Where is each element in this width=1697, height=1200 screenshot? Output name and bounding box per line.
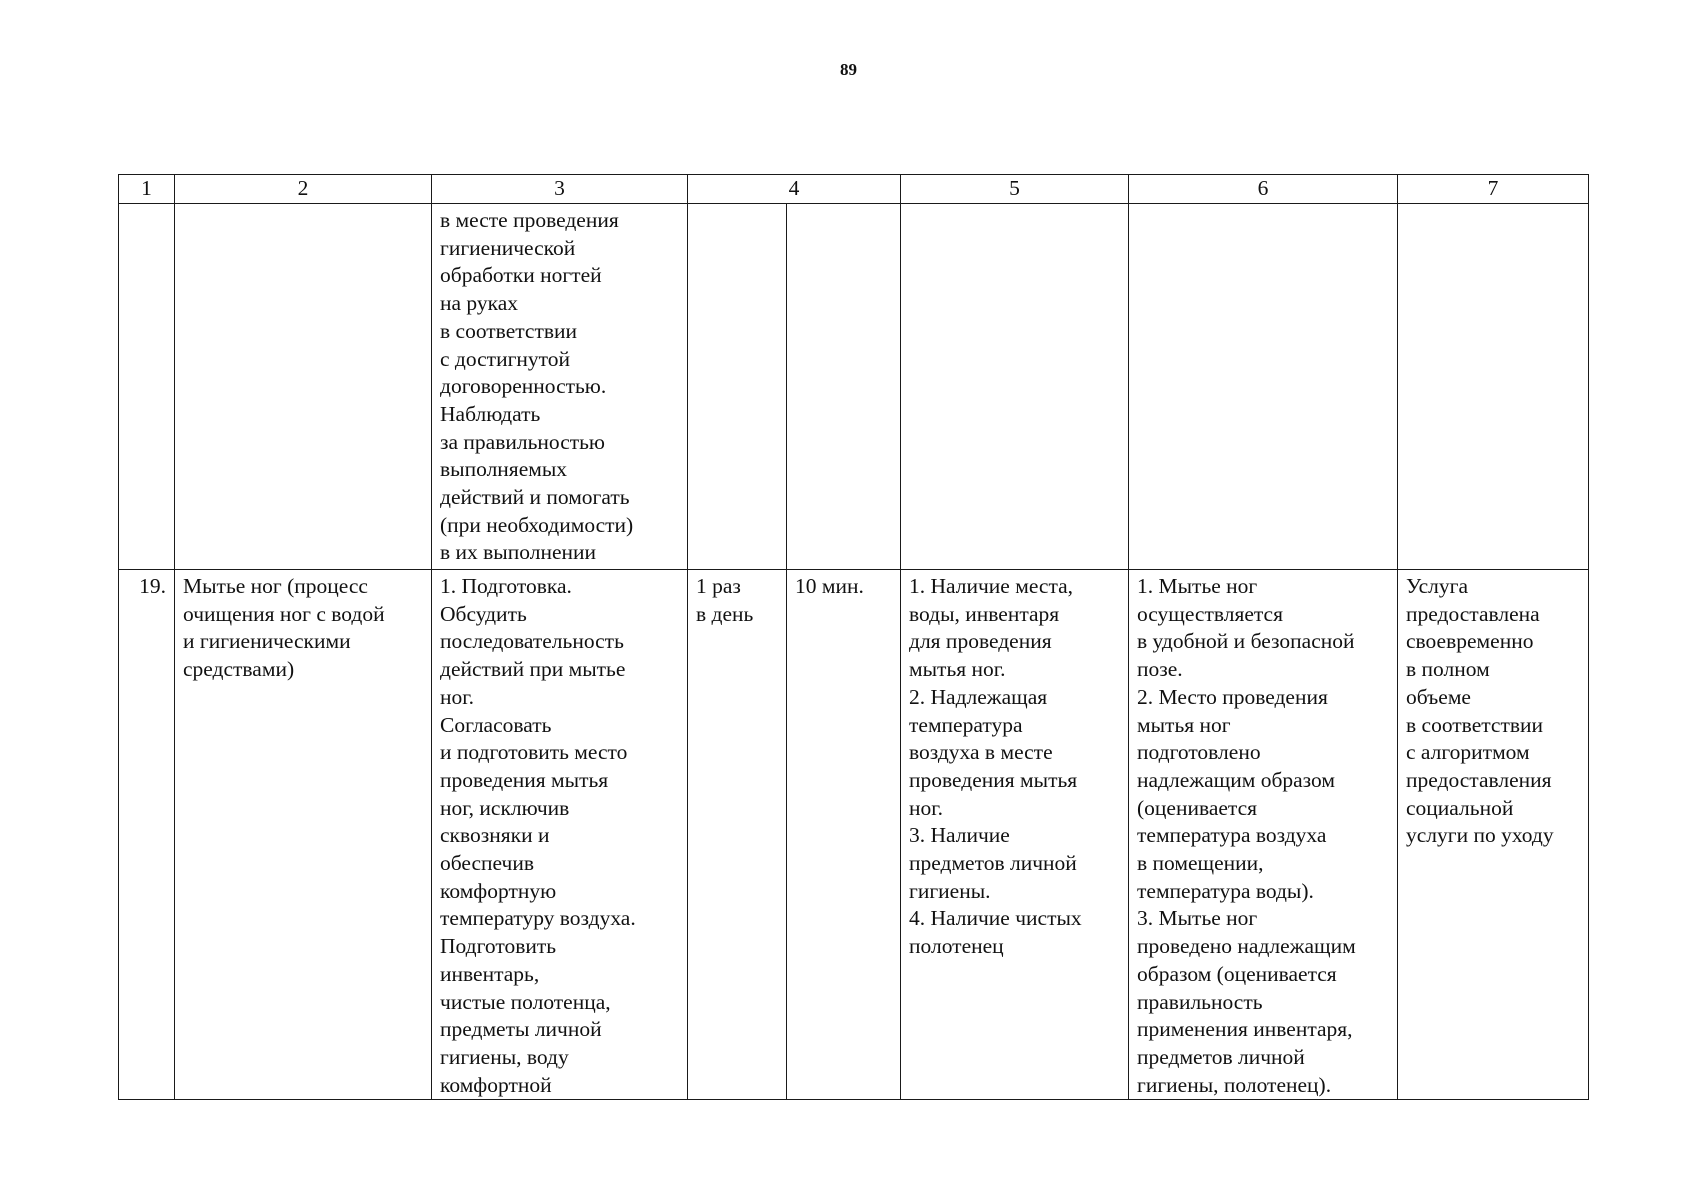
column-header-2: 2 [175,175,432,204]
item-quality-indicators: 1. Мытье ног осуществляется в удобной и безопасной позе. 2. Место проведения мытья ног подготовлено надлежащим образом (оценивается температура воздуха в помещении, температура воды). 3. Мытье ног проведено надлежащим образом (оценивается правильность применения инвентаря, предметов личной гигиены, полотенец). [1129,570,1398,1100]
cont-cell-frequency [688,204,787,570]
services-table [118,174,1589,1100]
table-row-item-19 [119,570,1589,1100]
item-description: 1. Подготовка. Обсудить последовательность действий при мытье ног. Согласовать и подготовить место проведения мытья ног, исключив сквозняки и обеспечив комфортную температуру воздуха. Подготовить инвентарь, чистые полотенца, предметы личной гигиены, воду комфортной [432,570,688,1100]
cont-cell-conditions [901,204,1129,570]
cont-cell-quality [1129,204,1398,570]
column-header-3: 3 [432,175,688,204]
column-header-6: 6 [1129,175,1398,204]
item-number: 19. [119,570,175,1100]
cont-cell-description: в месте проведения гигиенической обработки ногтей на руках в соответствии с достигнутой договоренностью. Наблюдать за правильностью выполняемых действий и помогать (при необходимости) в их выполнении [432,204,688,570]
cont-cell-result [1398,204,1589,570]
page-number: 89 [840,60,857,79]
item-service-name: Мытье ног (процесс очищения ног с водой и гигиеническими средствами) [175,570,432,1100]
cont-cell-duration [787,204,901,570]
column-header-5: 5 [901,175,1129,204]
item-conditions: 1. Наличие места, воды, инвентаря для проведения мытья ног. 2. Надлежащая температура воздуха в месте проведения мытья ног. 3. Наличие предметов личной гигиены. 4. Наличие чистых полотенец [901,570,1129,1100]
table-header-row [119,175,1589,204]
cont-cell-number [119,204,175,570]
item-result: Услуга предоставлена своевременно в полном объеме в соответствии с алгоритмом предоставления социальной услуги по уходу [1398,570,1589,1100]
column-header-7: 7 [1398,175,1589,204]
table-row-continuation [119,204,1589,570]
column-header-1: 1 [119,175,175,204]
cont-cell-service [175,204,432,570]
column-header-4: 4 [688,175,901,204]
item-frequency: 1 раз в день [688,570,787,1100]
item-duration: 10 мин. [787,570,901,1100]
